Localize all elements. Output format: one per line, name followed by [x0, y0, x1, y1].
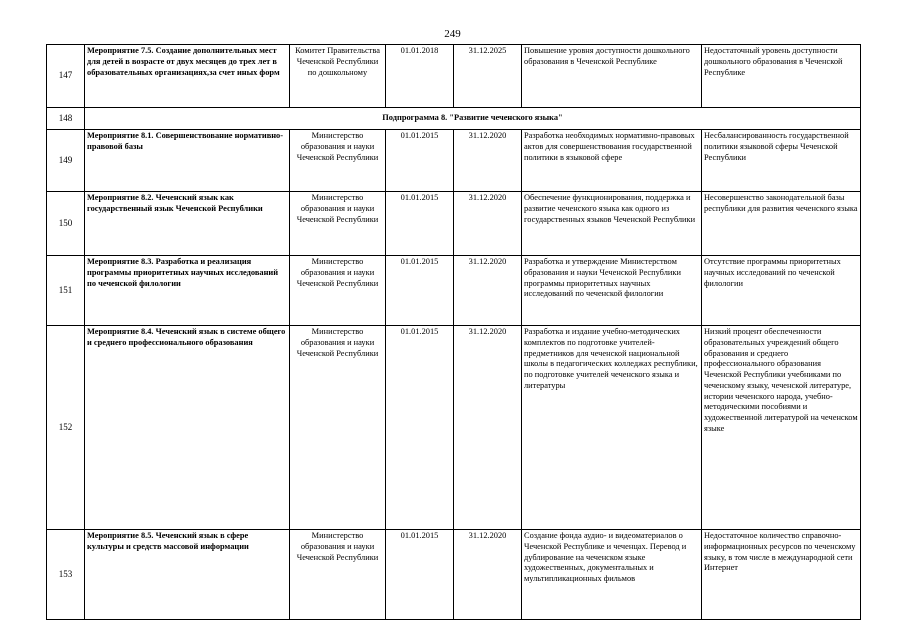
subprogram-title: Подпрограмма 8. "Развитие чеченского языка": [85, 108, 861, 130]
subprogram-row: [47, 108, 861, 130]
expected-result: Обеспечение функционирования, поддержка и развитие чеченского языка как одного из государственных языков Чеченской Республики: [522, 192, 702, 256]
start-date: 01.01.2015: [386, 530, 454, 620]
row-number: 150: [47, 192, 85, 256]
start-date: 01.01.2015: [386, 326, 454, 530]
end-date: 31.12.2025: [454, 45, 522, 108]
table-row: [47, 530, 861, 620]
row-number: 149: [47, 130, 85, 192]
executor: Министерство образования и науки Чеченской Республики: [290, 256, 386, 326]
row-number: 147: [47, 45, 85, 108]
page-number: 249: [444, 28, 461, 40]
start-date: 01.01.2015: [386, 256, 454, 326]
end-date: 31.12.2020: [454, 192, 522, 256]
consequence: Недостаточный уровень доступности дошкольного образования в Чеченской Республике: [702, 45, 861, 108]
table-row: [47, 326, 861, 530]
table-row: [47, 256, 861, 326]
end-date: 31.12.2020: [454, 326, 522, 530]
measure-title: Мероприятие 8.5. Чеченский язык в сфере культуры и средств массовой информации: [85, 530, 290, 620]
table-row: [47, 45, 861, 108]
start-date: 01.01.2018: [386, 45, 454, 108]
executor: Министерство образования и науки Чеченской Республики: [290, 530, 386, 620]
measure-title: Мероприятие 7.5. Создание дополнительных мест для детей в возрасте от двух месяцев до трех лет в образовательных организациях,за счет иных форм: [85, 45, 290, 108]
row-number: 151: [47, 256, 85, 326]
measure-title: Мероприятие 8.3. Разработка и реализация программы приоритетных научных исследований по чеченской филологии: [85, 256, 290, 326]
executor: Министерство образования и науки Чеченской Республики: [290, 192, 386, 256]
consequence: Несовершенство законодательной базы республики для развития чеченского языка: [702, 192, 861, 256]
row-number: 148: [47, 108, 85, 130]
row-number: 152: [47, 326, 85, 530]
start-date: 01.01.2015: [386, 130, 454, 192]
expected-result: Разработка и издание учебно-методических комплектов по подготовке учителей-предметников для чеченской национальной школы в педагогических колледжах республики, по подготовке учителей чеченского языка и литературы: [522, 326, 702, 530]
row-number: 153: [47, 530, 85, 620]
consequence: Низкий процент обеспеченности образовательных учреждений общего образования и среднего профессионального образования Чеченской Республики учебниками по чеченскому языку, чеченской литературе, истории чеченского народа, учебно-методическими пособиями и художественной литературой на чеченском языке: [702, 326, 861, 530]
table-row: [47, 192, 861, 256]
expected-result: Повышение уровня доступности дошкольного образования в Чеченской Республике: [522, 45, 702, 108]
expected-result: Разработка и утверждение Министерством образования и науки Чеченской Республики программы приоритетных научных исследований по чеченской филологии: [522, 256, 702, 326]
executor: Министерство образования и науки Чеченской Республики: [290, 130, 386, 192]
end-date: 31.12.2020: [454, 130, 522, 192]
consequence: Отсутствие программы приоритетных научных исследований по чеченской филологии: [702, 256, 861, 326]
end-date: 31.12.2020: [454, 530, 522, 620]
measures-table: [46, 44, 861, 620]
executor: Комитет Правительства Чеченской Республики по дошкольному: [290, 45, 386, 108]
table-row: [47, 130, 861, 192]
measure-title: Мероприятие 8.1. Совершенствование нормативно-правовой базы: [85, 130, 290, 192]
consequence: Недостаточное количество справочно-информационных ресурсов по чеченскому языку, в том числе в международной сети Интернет: [702, 530, 861, 620]
measure-title: Мероприятие 8.4. Чеченский язык в системе общего и среднего профессионального образования: [85, 326, 290, 530]
measure-title: Мероприятие 8.2. Чеченский язык как государственный язык Чеченской Республики: [85, 192, 290, 256]
executor: Министерство образования и науки Чеченской Республики: [290, 326, 386, 530]
expected-result: Разработка необходимых нормативно-правовых актов для совершенствования государственной политики в языковой сфере: [522, 130, 702, 192]
end-date: 31.12.2020: [454, 256, 522, 326]
start-date: 01.01.2015: [386, 192, 454, 256]
consequence: Несбалансированность государственной политики языковой сферы Чеченской Республики: [702, 130, 861, 192]
expected-result: Создание фонда аудио- и видеоматериалов о Чеченской Республике и чеченцах. Перевод и дублирование на чеченском языке художественных, документальных и мультипликационных фильмов: [522, 530, 702, 620]
